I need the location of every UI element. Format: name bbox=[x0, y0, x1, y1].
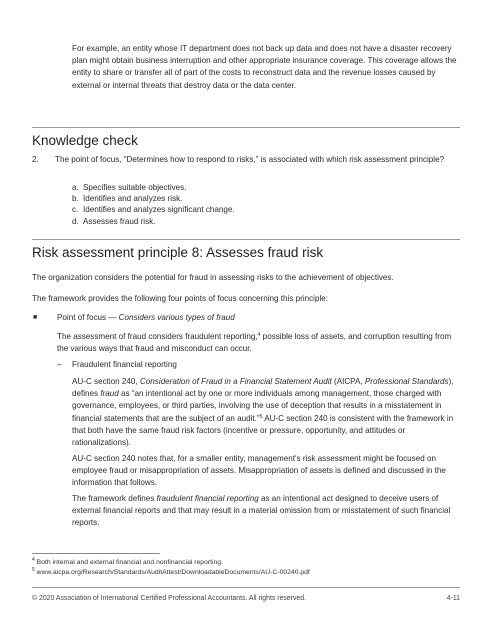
answer-option[interactable] bbox=[72, 182, 452, 193]
option-letter: a. bbox=[72, 183, 79, 192]
footnote-mark: 5 bbox=[32, 567, 35, 573]
smaller-entity-paragraph: AU-C section 240 notes that, for a smaller entity, management's risk assessment might be focused on employee fraud or misappropriation of assets. Misappropriation of assets is defined and discussed in the information that follows. bbox=[72, 454, 446, 488]
bullet-icon: ■ bbox=[33, 314, 38, 321]
footer-rule bbox=[32, 587, 460, 588]
dash-marker: – bbox=[57, 360, 62, 369]
answer-options bbox=[72, 182, 452, 227]
option-text: Identifies and analyzes risk. bbox=[83, 194, 183, 204]
footnote-link[interactable]: www.aicpa.org/Research/Standards/AuditAttest/DownloadableDocuments/AU-C-00240.pdf bbox=[36, 569, 310, 576]
footnote bbox=[32, 568, 462, 578]
au-c-240-paragraph: AU-C section 240, Consideration of Fraud in a Financial Statement Audit (AICPA, Professional Standards), defines fraud as “an intentional act by one or more individuals among management, those charged with governance, employees, or third parties, involving the use of deception that results in a misstatement in financial statements that are the subject of an audit.”$^5$ AU-C section 240 is consistent with the framework in that both have the same fraud risk factors (incentive or pressure, opportunity, and attitudes or rationalizations). bbox=[72, 377, 454, 448]
answer-option[interactable] bbox=[72, 216, 452, 227]
footnote-ref[interactable]: 5 bbox=[259, 413, 263, 420]
option-letter: c. bbox=[72, 205, 79, 215]
question-text: The point of focus, “Determines how to respond to risks,” is associated with which risk assessment principle? bbox=[55, 155, 445, 164]
sub-heading: Fraudulent financial reporting bbox=[72, 360, 177, 369]
point-of-focus-title: Point of focus — Considers various types of fraud bbox=[57, 313, 235, 322]
copyright: © 2020 Association of International Certified Professional Accountants. All rights reserved. bbox=[32, 595, 306, 602]
framework-paragraph: The framework provides the following four points of focus concerning this principle: bbox=[32, 294, 329, 303]
intro-paragraph: For example, an entity whose IT department does not back up data and does not have a disaster recovery plan might obtain business interruption and other appropriate insurance coverage. This coverage allows the entity to share or transfer all of part of the costs to reconstruct data and the revenue losses caused by external or internal threats that destroy data or the data center. bbox=[72, 44, 457, 90]
option-letter: d. bbox=[72, 216, 79, 226]
question-number: 2. bbox=[32, 155, 39, 164]
option-text: Identifies and analyzes significant change. bbox=[83, 205, 235, 215]
option-text: Assesses fraud risk. bbox=[83, 216, 156, 226]
section-divider bbox=[32, 239, 460, 240]
point-of-focus-body: The assessment of fraud considers fraudulent reporting,$^4$ possible loss of assets, and corruption resulting from the various ways that fraud and misconduct can occur. bbox=[57, 332, 452, 354]
page-number: 4-11 bbox=[446, 595, 460, 602]
footnote-ref[interactable]: 4 bbox=[257, 332, 261, 338]
answer-option[interactable] bbox=[72, 204, 452, 215]
fraudulent-reporting-paragraph: The framework defines fraudulent financial reporting as an intentional act designed to deceive users of external financial reports and that may result in a material omission from or misstatement of such financial reports. bbox=[72, 494, 451, 528]
knowledge-check-heading: Knowledge check bbox=[32, 133, 138, 148]
footnote-mark: 4 bbox=[32, 557, 35, 563]
footnote-rule bbox=[32, 553, 160, 554]
footnote: $^4$ Both internal and external financial and nonfinancial reporting. bbox=[32, 557, 223, 566]
principle-heading: Risk assessment principle 8: Assesses fraud risk bbox=[32, 245, 324, 260]
section-divider bbox=[32, 127, 460, 128]
principle-paragraph: The organization considers the potential for fraud in assessing risks to the achievement of objectives. bbox=[32, 273, 394, 282]
option-text: Specifies suitable objectives. bbox=[83, 183, 187, 192]
answer-option[interactable] bbox=[72, 193, 452, 204]
option-letter: b. bbox=[72, 194, 79, 204]
